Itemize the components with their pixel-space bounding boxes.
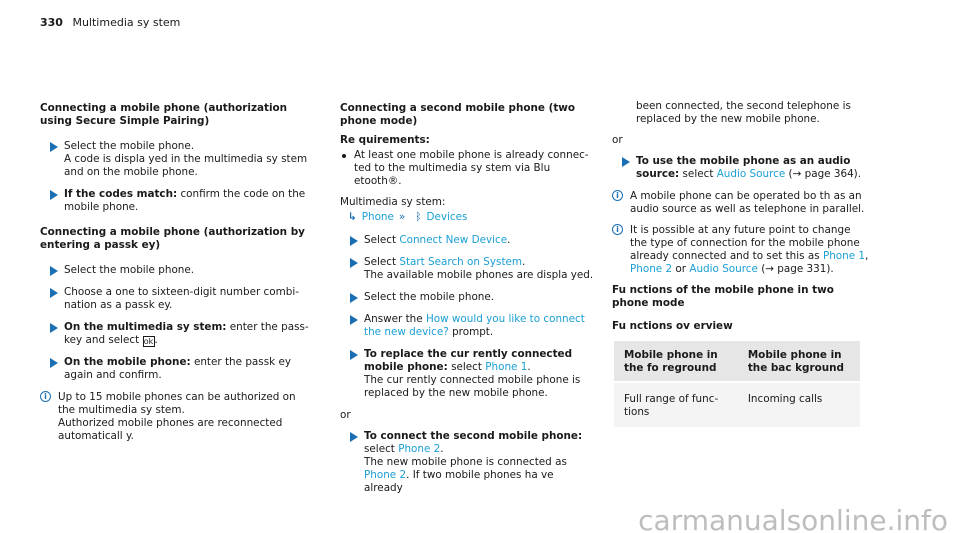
step-text: Choose a one to sixteen-digit number combi‐ nation as a passk ey.	[64, 286, 299, 311]
step-text: select	[679, 168, 717, 180]
link-connect-new-device[interactable]: Connect New Device	[399, 234, 508, 246]
link-phone-2-note[interactable]: Phone 2	[630, 263, 673, 275]
step-connect-second	[340, 430, 595, 495]
step-text-end: .	[440, 443, 444, 455]
step-codes-match	[40, 188, 315, 214]
step-arrow-icon	[622, 157, 630, 167]
table-cell: Incoming calls	[738, 382, 860, 427]
link-audio-source[interactable]: Audio Source	[716, 168, 786, 180]
column-1	[40, 102, 315, 451]
step-arrow-icon	[50, 142, 58, 152]
ok-key-icon: ok	[143, 337, 154, 346]
link-phone-1-note[interactable]: Phone 1	[822, 250, 866, 262]
step-text: select	[364, 443, 399, 455]
menu-path-label: Multimedia sy stem:	[340, 196, 446, 208]
step-arrow-icon	[350, 236, 358, 246]
step-result: The cur rently connected mobile phone is replaced by the new mobile phone.	[364, 374, 581, 399]
step-text-end: .	[507, 234, 511, 246]
step-condition: On the multimedia sy stem:	[64, 321, 227, 333]
page-header	[40, 16, 180, 29]
step-condition: To connect the second mobile phone:	[364, 430, 583, 442]
step-text: confirm the code on the mobile phone.	[64, 188, 306, 213]
table-header-foreground: Mobile phone in the fo reground	[614, 341, 738, 382]
note-sep: ,	[865, 250, 869, 262]
path-separator-icon: »	[398, 211, 406, 223]
heading-passkey: Connecting a mobile phone (authorization by entering a passk ey)	[40, 226, 305, 251]
step-start-search	[340, 256, 595, 282]
heading-secure-simple-pairing: Connecting a mobile phone (authorization using Secure Simple Pairing)	[40, 102, 288, 127]
step-answer-prompt	[340, 313, 595, 339]
step-text-end: (→ page 364).	[785, 168, 862, 180]
info-icon: i	[612, 190, 623, 201]
table-cell: Full range of func‐ tions	[614, 382, 738, 427]
requirements-label: Re quirements:	[340, 134, 430, 146]
step-text: Select the mobile phone.	[364, 291, 495, 303]
step-arrow-icon	[350, 293, 358, 303]
note-text-2: Authorized mobile phones are reconnected automaticall y.	[58, 417, 283, 442]
table-row	[614, 382, 860, 427]
bluetooth-icon: ᛒ	[415, 211, 422, 223]
page-section-title: Multimedia sy stem	[72, 16, 181, 29]
step-select-phone	[40, 140, 315, 179]
step-enter-passkey-phone	[40, 356, 315, 382]
subheading-overview: Fu nctions ov erview	[612, 320, 733, 332]
column-2	[340, 102, 595, 504]
step-text-end: .	[522, 256, 526, 268]
watermark: carmanualsonline.info	[638, 504, 948, 533]
step-arrow-icon	[350, 350, 358, 360]
step-arrow-icon	[50, 358, 58, 368]
step-replace-phone	[340, 348, 595, 400]
step-result: The new mobile phone is connected as	[364, 456, 567, 468]
page-number: 330	[40, 16, 63, 29]
note-max-phones	[40, 391, 315, 443]
step-arrow-icon	[350, 315, 358, 325]
path-hook-icon: ↳	[348, 211, 357, 223]
step-select-phone-2	[40, 264, 315, 277]
step-text-end: .	[154, 334, 158, 346]
step-arrow-icon	[350, 432, 358, 442]
step-text: enter the passk ey again and confirm.	[64, 356, 291, 381]
step-audio-source	[612, 155, 870, 181]
link-connect-prompt[interactable]: How would you like to connect the new device?	[364, 313, 585, 338]
step-text: Select the mobile phone.	[64, 264, 195, 276]
step-text: Select the mobile phone.	[64, 140, 195, 152]
path-devices[interactable]: Devices	[426, 211, 468, 223]
step-result: A code is displa yed in the multimedia sy stem and on the mobile phone.	[64, 153, 308, 178]
or-text: or	[340, 409, 351, 421]
table-header-background: Mobile phone in the bac kground	[738, 341, 860, 382]
link-phone-1[interactable]: Phone 1	[485, 361, 528, 373]
step-condition: On the mobile phone:	[64, 356, 191, 368]
menu-path	[340, 211, 595, 224]
requirement-item: At least one mobile phone is already connec‐ ted to the multimedia sy stem via Blu etooth®.	[340, 149, 595, 188]
column-3	[612, 100, 870, 427]
step-text: enter the pass‐ key and select	[64, 321, 309, 346]
step-text: select	[447, 361, 486, 373]
info-icon: i	[612, 224, 623, 235]
heading-two-phone-mode: Connecting a second mobile phone (two phone mode)	[340, 102, 576, 127]
note-or: or	[672, 263, 690, 275]
step-text: Answer the	[364, 313, 426, 325]
link-phone-2[interactable]: Phone 2	[398, 443, 441, 455]
link-phone-2b[interactable]: Phone 2	[364, 469, 407, 481]
info-icon: i	[40, 391, 51, 402]
step-arrow-icon	[50, 266, 58, 276]
continued-text: been connected, the second telephone is replaced by the new mobile phone.	[636, 100, 851, 125]
step-choose-passkey	[40, 286, 315, 312]
link-audio-source-note[interactable]: Audio Source	[689, 263, 758, 275]
functions-table	[614, 341, 860, 427]
step-enter-passkey-system	[40, 321, 315, 347]
step-text: Select	[364, 234, 400, 246]
path-phone[interactable]: Phone	[361, 211, 394, 223]
step-condition: To replace the cur rently connected mobile phone:	[364, 348, 573, 373]
note-change-connection	[612, 224, 870, 276]
step-condition: If the codes match:	[64, 188, 178, 200]
step-text: Select	[364, 256, 400, 268]
note-text: A mobile phone can be operated bo th as an audio source as well as telephone in parallel.	[630, 190, 865, 215]
step-select-phone-3	[340, 291, 595, 304]
note-text-end: (→ page 331).	[757, 263, 834, 275]
step-arrow-icon	[350, 258, 358, 268]
step-arrow-icon	[50, 288, 58, 298]
step-result: The available mobile phones are displa yed.	[364, 269, 594, 281]
step-arrow-icon	[50, 323, 58, 333]
step-arrow-icon	[50, 190, 58, 200]
note-text: Up to 15 mobile phones can be authorized on the multimedia sy stem.	[58, 391, 296, 416]
or-text-2: or	[612, 134, 623, 146]
step-result-end: . If two mobile phones ha ve already	[364, 469, 554, 494]
heading-functions: Fu nctions of the mobile phone in two phone mode	[612, 284, 834, 309]
step-text-end: prompt.	[448, 326, 494, 338]
step-connect-new-device	[340, 234, 595, 247]
note-parallel	[612, 190, 870, 216]
step-condition: To use the mobile phone as an audio source:	[636, 155, 851, 180]
note-text: It is possible at any future point to change the type of connection for the mobile phone already connected and to set this as	[630, 224, 860, 262]
link-start-search[interactable]: Start Search on System	[399, 256, 523, 268]
step-text-end: .	[527, 361, 531, 373]
